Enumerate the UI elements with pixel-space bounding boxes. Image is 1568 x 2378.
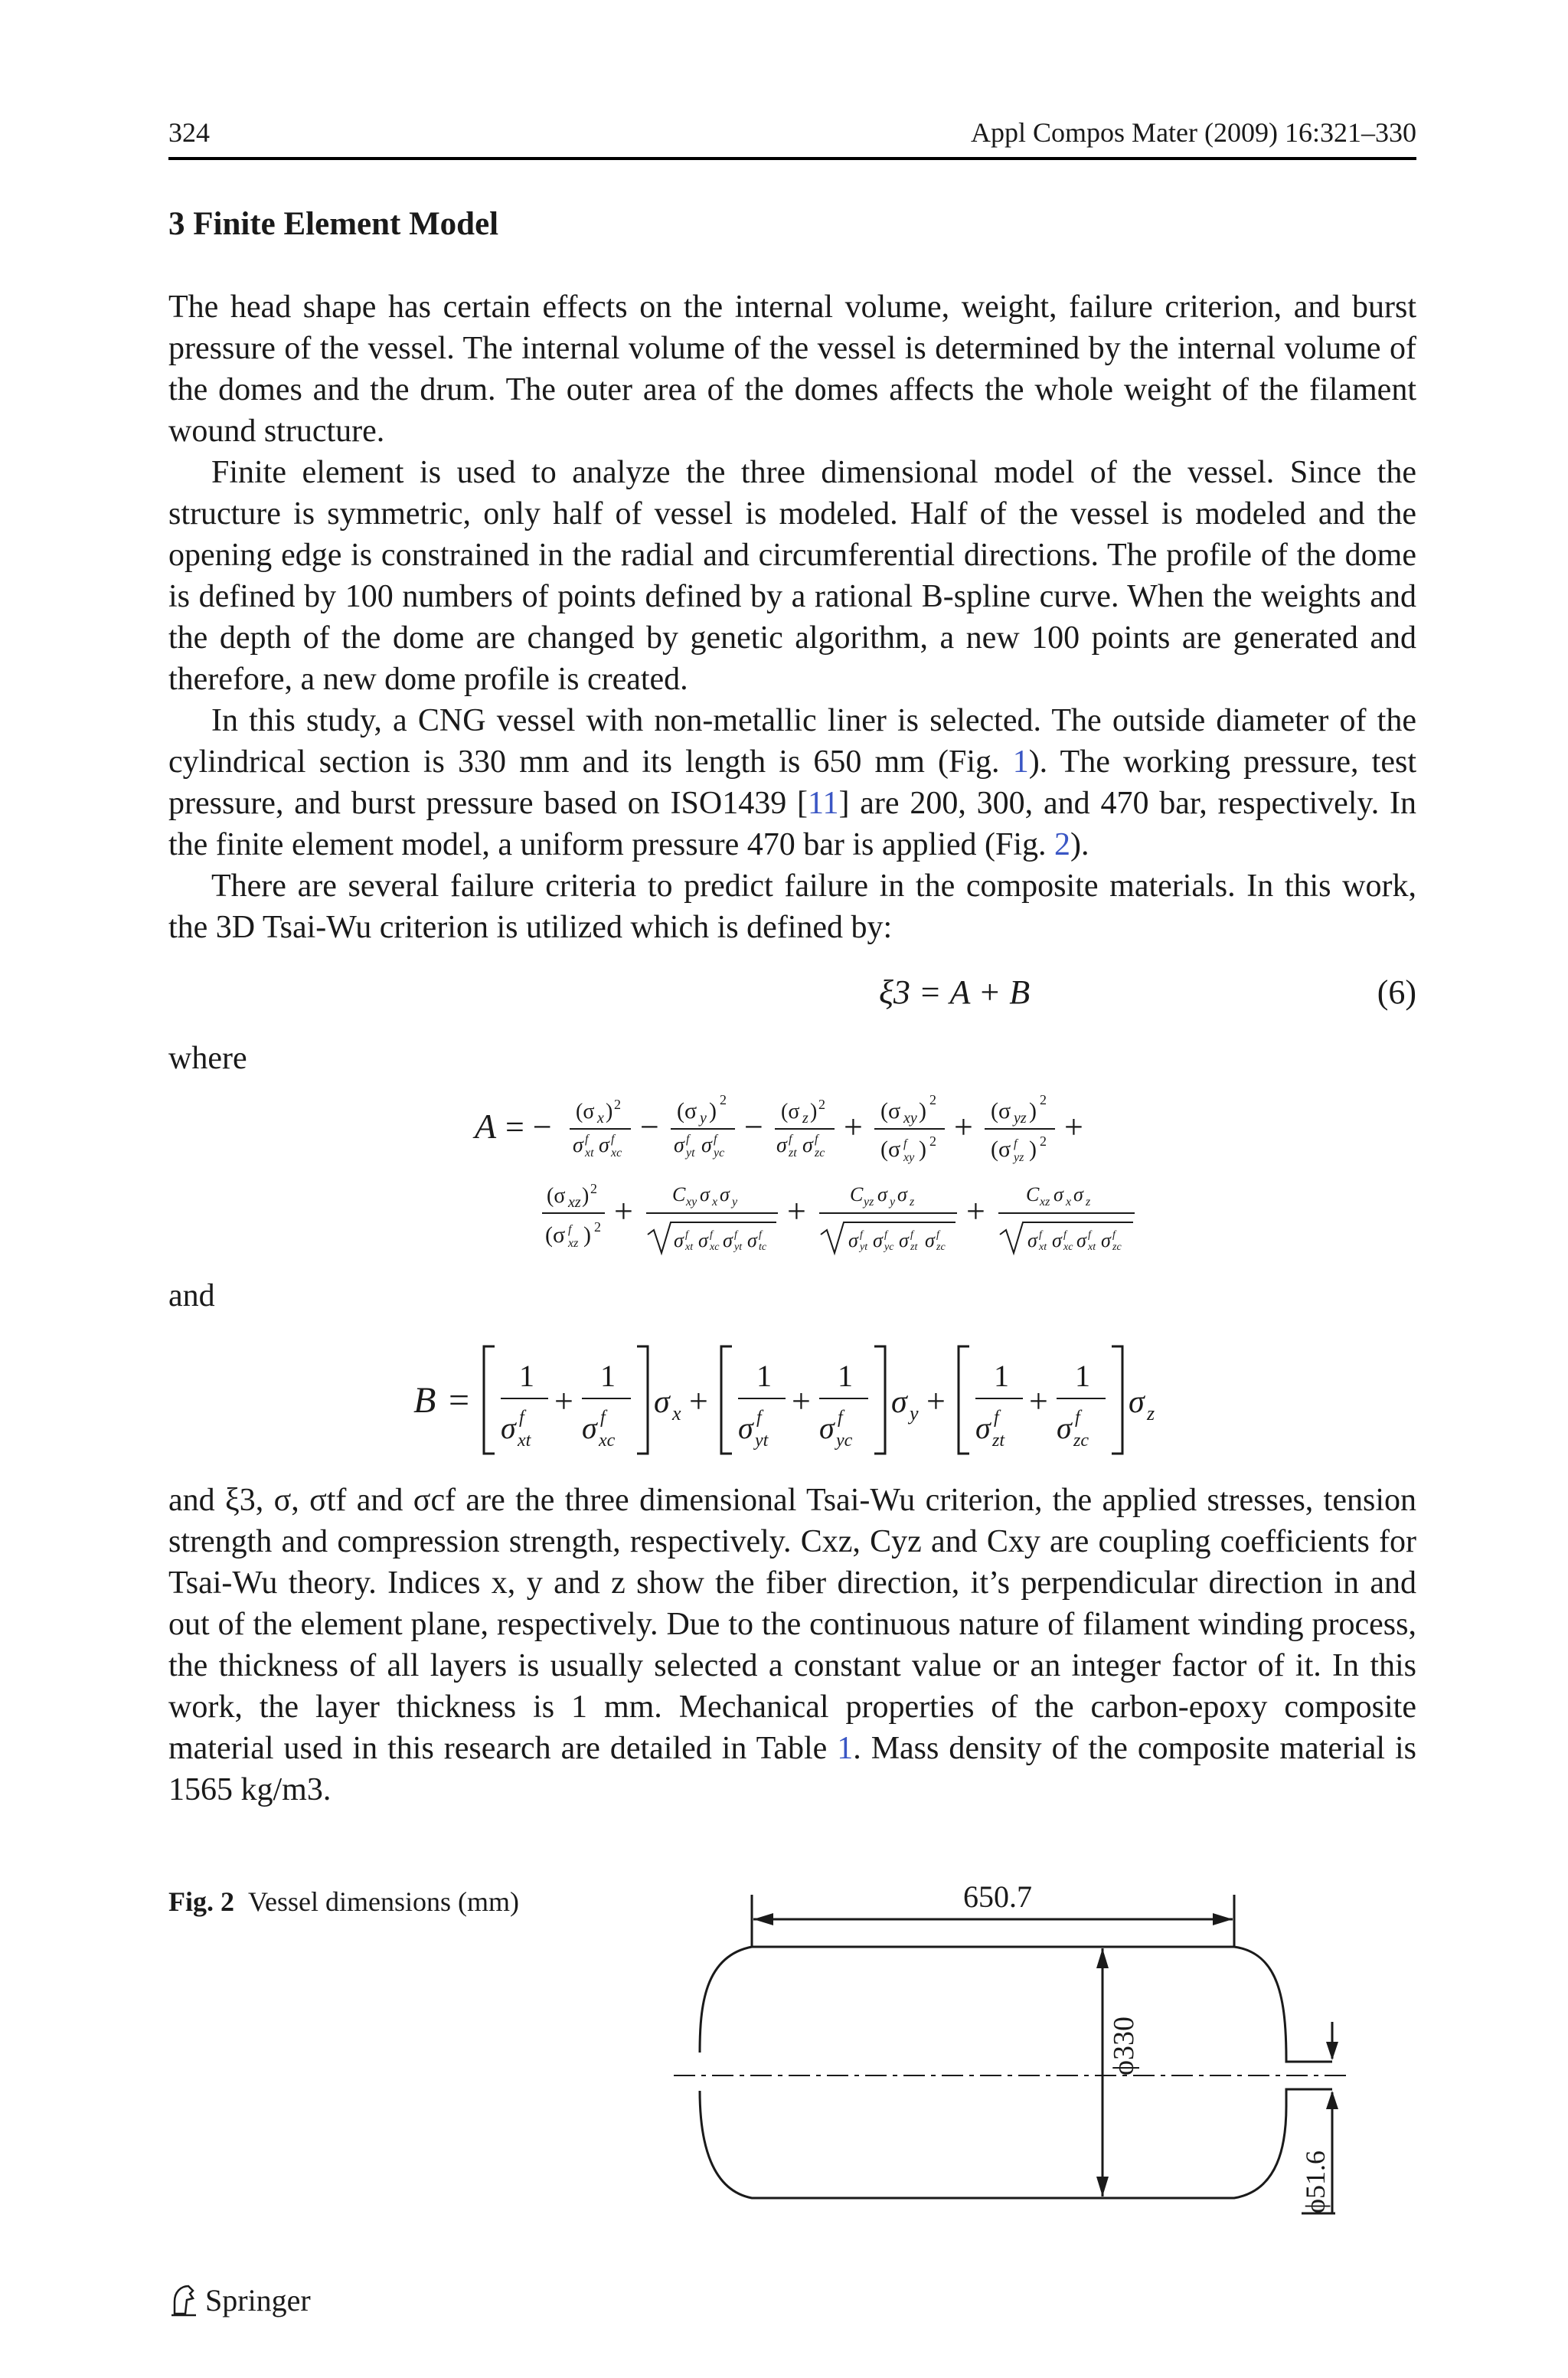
equation-a-graphic [467,1072,1233,1271]
svg-text:σ: σ [573,1133,583,1157]
svg-text:2: 2 [720,1092,727,1107]
svg-text:f: f [1075,1408,1080,1428]
svg-text:σ: σ [819,1411,835,1445]
svg-text:σ: σ [1027,1229,1037,1251]
svg-text:z: z [802,1110,808,1127]
paragraph-5: and ξ3, σ, σtf and σcf are the three dimensional Tsai-Wu criterion, the applied stresses, tension strength and compression strength, respectively. Cxz, Cyz and Cxy are coupling coefficients for Tsai-Wu theory. Indices x, y and z show the fiber direction, it’s perpendicular direction in and out of the element plane, respectively. Due to the continuous nature of filament winding process, the thickness of all layers is usually selected a constant value or an integer factor of it. In this work, the layer thickness is 1 mm. Mechanical properties of the carbon-epoxy composite material used in this research are detailed in Table 1. Mass density of the composite material is 1565 kg/m3. [168,1483,1416,1807]
svg-text:xc: xc [1063,1241,1073,1253]
svg-text:(σ: (σ [547,1184,566,1208]
svg-text:xc: xc [599,1431,616,1451]
svg-text:): ) [919,1137,926,1162]
where-label: where [168,1041,247,1076]
svg-text:yz: yz [1014,1151,1024,1164]
svg-text:z: z [910,1196,915,1209]
svg-text:): ) [583,1222,591,1248]
svg-text:(σ: (σ [677,1098,697,1124]
svg-text:C: C [672,1183,686,1205]
svg-text:−: − [744,1108,763,1146]
svg-text:xt: xt [518,1431,531,1451]
svg-text:(σ: (σ [991,1098,1011,1124]
svg-text:f: f [714,1133,717,1146]
svg-text:σ: σ [776,1133,787,1157]
svg-text:σ: σ [747,1229,757,1251]
svg-text:σ: σ [1073,1183,1083,1205]
svg-text:yc: yc [714,1146,725,1160]
svg-text:2: 2 [818,1097,825,1112]
svg-text:σ: σ [1101,1229,1111,1251]
svg-text:2: 2 [1040,1133,1047,1149]
svg-text:xz: xz [568,1194,581,1211]
svg-text:2: 2 [929,1092,936,1107]
journal-reference: Appl Compos Mater (2009) 16:321–330 [971,117,1416,148]
svg-text:zc: zc [936,1241,946,1253]
svg-text:σ: σ [975,1411,991,1445]
svg-text:): ) [810,1100,818,1124]
paragraph-1: The head shape has certain effects on the internal volume, weight, failure criterion, and burst pressure of the vessel. The internal volume of the vessel is determined by the internal volume of the domes and the drum. The outer area of the domes affects the whole weight of the filament wound structure. [168,289,1416,449]
publisher-footer [168,2282,311,2324]
section-title: 3 Finite Element Model [168,206,499,242]
vessel-figure [658,1876,1378,2232]
svg-text:): ) [709,1098,717,1124]
body-text-2 [168,1480,1416,1810]
svg-text:σ: σ [720,1183,730,1205]
svg-text:σ: σ [925,1229,935,1251]
svg-text:1: 1 [600,1359,616,1393]
svg-text:+: + [926,1382,946,1420]
svg-text:+: + [1029,1382,1048,1420]
svg-text:(σ: (σ [880,1098,901,1124]
svg-text:σ: σ [1054,1183,1063,1205]
svg-text:y: y [890,1196,896,1209]
svg-text:f: f [1063,1229,1067,1241]
svg-text:f: f [936,1229,939,1241]
svg-text:2: 2 [1040,1092,1047,1107]
svg-text:xt: xt [685,1241,694,1253]
length-label: 650.7 [963,1879,1032,1914]
svg-text:C: C [1026,1183,1040,1205]
svg-text:−: − [640,1108,659,1146]
svg-text:B: B [413,1380,436,1421]
svg-text:f: f [568,1223,572,1236]
svg-text:xt: xt [1088,1241,1096,1253]
svg-text:(σ: (σ [991,1137,1011,1162]
paragraph-4: There are several failure criteria to predict failure in the composite materials. In this work, the 3D Tsai-Wu criterion is utilized which is defined by: [168,868,1416,945]
svg-text:f: f [994,1408,999,1428]
svg-text:xc: xc [710,1241,720,1253]
svg-text:z: z [1086,1196,1091,1209]
svg-text:y: y [700,1110,707,1127]
svg-text:y: y [732,1196,738,1209]
figure-1-link[interactable]: 1 [1012,744,1029,780]
svg-text:σ: σ [877,1183,887,1205]
figure-caption-text: Vessel dimensions (mm) [248,1886,519,1917]
equation-b [398,1339,1240,1473]
svg-text:σ: σ [698,1229,708,1251]
svg-text:yt: yt [755,1431,769,1451]
svg-text:f: f [815,1133,818,1146]
svg-text:(σ: (σ [576,1100,595,1124]
svg-text:xy: xy [686,1196,697,1209]
svg-text:f: f [686,1133,690,1146]
svg-text:f: f [585,1133,589,1146]
svg-text:+: + [614,1192,633,1230]
svg-text:(σ: (σ [781,1100,800,1124]
svg-text:f: f [759,1229,762,1241]
svg-text:f: f [685,1229,688,1241]
svg-text:σ: σ [701,1133,712,1157]
svg-text:σ: σ [848,1229,858,1251]
svg-text:f: f [1039,1229,1042,1241]
svg-text:f: f [611,1133,615,1146]
svg-text:xt: xt [1039,1241,1047,1253]
svg-text:f: f [519,1408,524,1428]
svg-text:1: 1 [838,1359,853,1393]
svg-text:): ) [919,1098,926,1124]
paragraph-3: In this study, a CNG vessel with non-metallic liner is selected. The outside diameter of the cylindrical section is 330 mm and its length is 650 mm (Fig. 1). The working pressure, test pressure, and burst pressure based on ISO1439 [11] are 200, 300, and 470 bar, respectively. In the finite element model, a uniform pressure 470 bar is applied (Fig. 2). [168,703,1417,862]
paragraph-2: Finite element is used to analyze the three dimensional model of the vessel. Since the structure is symmetric, only half of vessel is modeled. Half of the vessel is modeled and the opening edge is constrained in the radial and circumferential directions. The profile of the dome is defined by 100 numbers of points defined by a rational B-spline curve. When the weights and the depth of the dome are changed by genetic algorithm, a new 100 points are generated and therefore, a new dome profile is created. [168,455,1416,697]
svg-text:): ) [1029,1098,1037,1124]
svg-text:zc: zc [815,1146,825,1160]
diameter-label: ϕ330 [1108,2016,1140,2075]
page-number: 324 [168,117,210,148]
svg-text:yc: yc [836,1431,853,1451]
svg-text:xt: xt [585,1146,594,1160]
svg-text:+: + [966,1192,985,1230]
svg-text:σ: σ [1052,1229,1062,1251]
svg-text:2: 2 [929,1133,936,1149]
svg-text:σ: σ [674,1229,684,1251]
svg-text:): ) [1029,1137,1037,1162]
svg-text:= −: = − [505,1108,552,1146]
svg-text:x: x [712,1196,718,1209]
svg-text:xz: xz [1040,1196,1050,1209]
svg-text:σ: σ [723,1229,733,1251]
svg-text:f: f [860,1229,863,1241]
svg-text:zt: zt [992,1431,1005,1451]
svg-text:f: f [903,1137,907,1150]
svg-text:f: f [884,1229,887,1241]
svg-text:x: x [1066,1196,1072,1209]
svg-text:+: + [954,1108,973,1146]
opening-label: ϕ51.6 [1300,2151,1331,2213]
svg-text:1: 1 [519,1359,534,1393]
figure-caption [168,1886,519,1918]
svg-text:σ: σ [899,1229,909,1251]
svg-text:yz: yz [1014,1110,1027,1127]
svg-text:y: y [910,1402,919,1425]
svg-text:σ: σ [700,1183,710,1205]
svg-text:zc: zc [1112,1241,1122,1253]
svg-text:σ: σ [1076,1229,1086,1251]
reference-11-link[interactable]: 11 [808,786,839,821]
svg-text:xy: xy [903,1110,917,1127]
springer-horse-icon [168,2283,199,2324]
svg-text:yt: yt [734,1241,743,1253]
svg-text:2: 2 [614,1097,621,1112]
svg-text:+: + [792,1382,811,1420]
svg-text:σ: σ [738,1411,753,1445]
svg-text:z: z [1147,1402,1155,1425]
svg-text:σ: σ [654,1385,670,1420]
svg-text:f: f [756,1408,762,1428]
svg-text:f: f [1088,1229,1091,1241]
svg-text:f: f [1014,1137,1018,1150]
publisher-name: Springer [205,2283,311,2317]
vessel-diagram [658,1876,1378,2229]
svg-text:2: 2 [594,1219,601,1235]
equation-b-graphic [398,1339,1240,1469]
svg-text:f: f [838,1408,843,1428]
svg-text:1: 1 [994,1359,1009,1393]
svg-text:yt: yt [860,1241,868,1253]
svg-text:f: f [910,1229,913,1241]
svg-text:+: + [844,1108,863,1146]
svg-text:A: A [475,1107,497,1146]
svg-text:f: f [734,1229,737,1241]
svg-text:+: + [787,1192,806,1230]
svg-text:f: f [789,1133,792,1146]
svg-text:σ: σ [501,1411,516,1445]
equation-a [467,1072,1233,1275]
svg-text:yz: yz [864,1196,874,1209]
svg-text:yc: yc [884,1241,894,1253]
svg-text:σ: σ [599,1133,609,1157]
svg-text:xy: xy [903,1151,915,1164]
svg-text:zt: zt [910,1241,918,1253]
figure-caption-label: Fig. 2 [168,1886,234,1917]
and-label: and [168,1278,215,1313]
svg-text:1: 1 [1075,1359,1090,1393]
running-header [168,116,1416,156]
svg-text:+: + [689,1382,708,1420]
svg-text:1: 1 [756,1359,772,1393]
equation-6-number: (6) [1377,973,1416,1011]
svg-text:σ: σ [1129,1385,1145,1420]
equation-6-expression: ξ3 = A + B [879,973,1031,1011]
svg-text:): ) [606,1100,613,1124]
svg-text:tc: tc [759,1241,767,1253]
equation-6 [168,973,1416,1019]
svg-text:σ: σ [1057,1411,1072,1445]
svg-text:xc: xc [611,1146,622,1160]
svg-text:zt: zt [789,1146,797,1160]
svg-text:f: f [600,1408,606,1428]
svg-text:=: = [449,1380,470,1421]
body-text [168,286,1416,948]
svg-text:+: + [554,1382,573,1420]
svg-text:f: f [1112,1229,1116,1241]
svg-text:f: f [710,1229,713,1241]
svg-text:σ: σ [802,1133,813,1157]
header-rule [168,157,1416,160]
svg-text:σ: σ [897,1183,907,1205]
svg-text:xz: xz [568,1237,579,1250]
svg-text:yt: yt [686,1146,695,1160]
svg-text:x: x [672,1402,681,1425]
table-1-link[interactable]: 1 [837,1731,854,1766]
svg-text:zc: zc [1073,1431,1089,1451]
svg-text:): ) [582,1184,590,1208]
svg-text:σ: σ [873,1229,883,1251]
svg-text:2: 2 [590,1181,597,1196]
svg-text:C: C [850,1183,864,1205]
svg-text:σ: σ [582,1411,597,1445]
svg-text:σ: σ [891,1385,907,1420]
svg-text:x: x [597,1110,604,1127]
svg-text:(σ: (σ [545,1222,566,1248]
svg-text:σ: σ [674,1133,684,1157]
figure-2-link[interactable]: 2 [1054,827,1071,862]
svg-text:+: + [1064,1108,1083,1146]
svg-text:(σ: (σ [880,1137,901,1162]
